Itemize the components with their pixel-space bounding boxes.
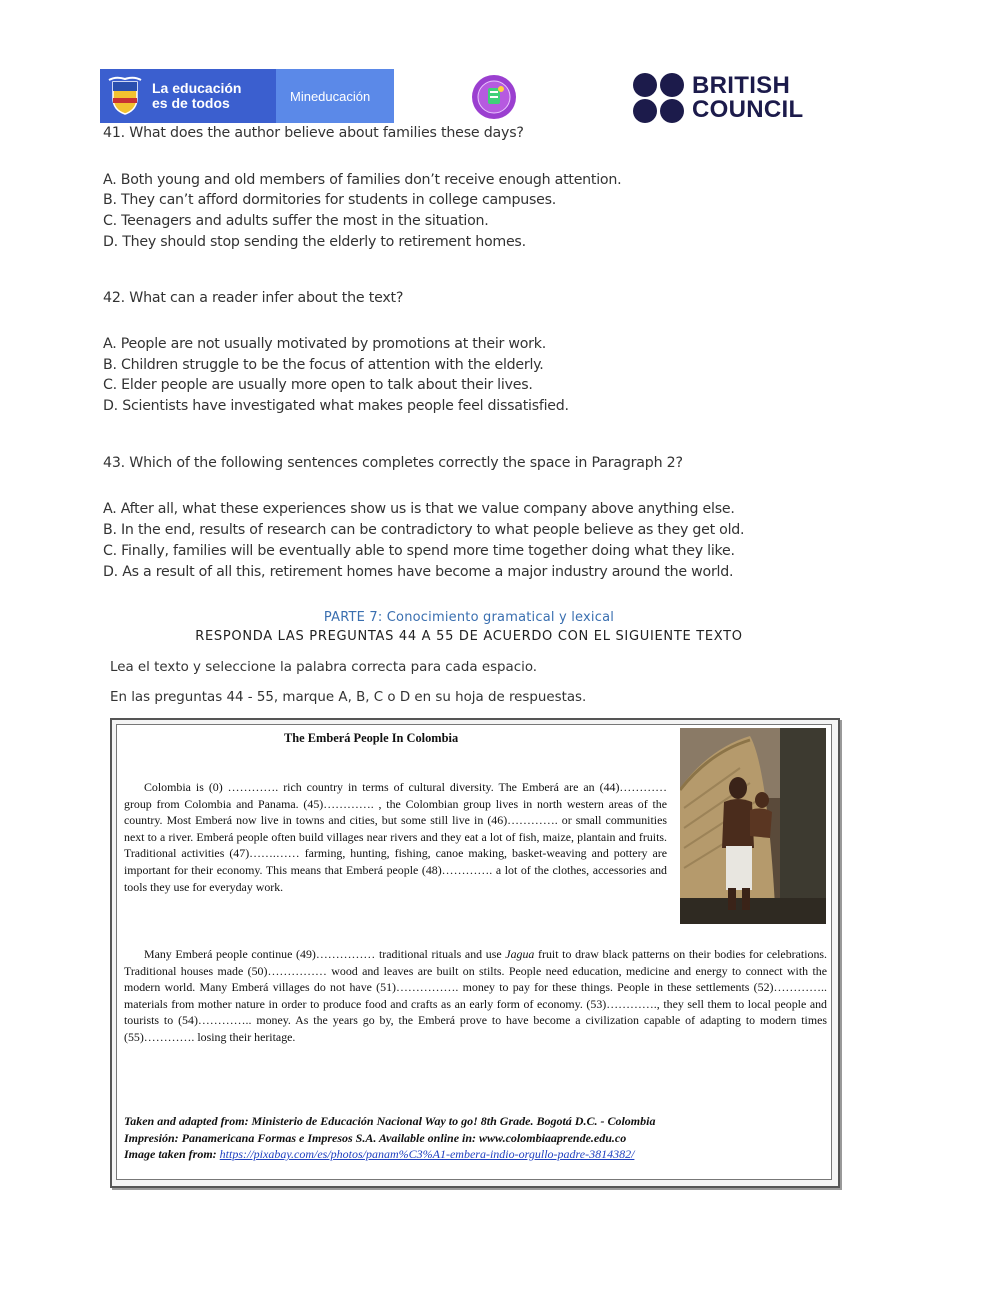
- question-42-option-d: D. Scientists have investigated what makes people feel dissatisfied.: [103, 398, 569, 414]
- section-title: PARTE 7: Conocimiento gramatical y lexical: [323, 610, 615, 625]
- mineducacion-slogan: [152, 81, 241, 111]
- question-43-option-d: D. As a result of all this, retirement homes have become a major industry around the world.: [103, 564, 734, 580]
- mineducacion-label: Mineducación: [276, 69, 394, 123]
- jagua-word: Jagua: [505, 947, 535, 961]
- reading-paragraph-1: [124, 779, 667, 895]
- image-source-label: Image taken from:: [124, 1147, 220, 1161]
- mineducacion-slogan-panel: [100, 69, 276, 123]
- slogan-line-2: es de todos: [152, 95, 230, 111]
- question-43-option-b: B. In the end, results of research can be contradictory to what people believe as they get old.: [103, 522, 745, 538]
- source-citation: [124, 1113, 655, 1163]
- bc-line-2: COUNCIL: [692, 96, 804, 123]
- question-42-option-c: C. Elder people are usually more open to talk about their lives.: [103, 377, 533, 393]
- bc-line-1: BRITISH: [692, 72, 791, 99]
- colombia-crest-icon: [108, 76, 142, 116]
- source-line-3: [124, 1146, 655, 1163]
- source-line-1: Taken and adapted from: Ministerio de Educación Nacional Way to go! 8th Grade. Bogotá D.C. - Colombia: [124, 1114, 656, 1128]
- school-badge-icon: [471, 74, 517, 120]
- question-41-option-b: B. They can’t afford dormitories for students in college campuses.: [103, 192, 557, 208]
- image-source-link[interactable]: https://pixabay.com/es/photos/panam%C3%A1-embera-indio-orgullo-padre-3814382/: [219, 1147, 635, 1161]
- british-council-logo: [632, 72, 812, 124]
- embera-family-photo: [680, 728, 826, 924]
- british-council-dots-icon: [632, 72, 686, 124]
- question-43-option-a: A. After all, what these experiences show us is that we value company above anything else.: [103, 501, 735, 517]
- reading-title: The Emberá People In Colombia: [284, 731, 459, 745]
- paragraph-2-text-end: fruit to draw black patterns on their bodies for celebrations. Traditional houses made (50)…………… wood and leaves are built on stilts. People need education, medicine and energy to connect with the modern world. Many Emberá villages do not have (51)……………. money to pay for these things. People in these settlements (52)………….. materials from mother nature in order to produce food and crafts as an early form of economy. (53)…………., they sell them to local people and tourists to (54)………….. money. As the years go by, the Emberá prove to have become a civilization capable of adapting to modern times (55)…………. losing their heritage.: [124, 947, 827, 1044]
- instruction-2: En las preguntas 44 - 55, marque A, B, C o D en su hoja de respuestas.: [110, 690, 587, 705]
- question-42-option-a: A. People are not usually motivated by promotions at their work.: [103, 336, 546, 352]
- paragraph-1-text: Colombia is (0) …………. rich country in terms of cultural diversity. The Emberá are an (44)………… group from Colombia and Panama. (45)…………. , the Colombian group lives in north western areas of the country. Most Emberá now live in towns and cities, but some still live in (46)…………. or small communities next to a river. Emberá people often build villages near rivers and they eat a lot of fish, maize, plantain and fruits. Traditional activities (47)…….…… farming, hunting, fishing, canoe making, basket-weaving and pottery are important for their economy. This means that Emberá people (48)…………. a lot of the clothes, accessories and tools they use for everyday work.: [124, 780, 667, 894]
- question-42-option-b: B. Children struggle to be the focus of attention with the elderly.: [103, 357, 544, 373]
- question-41-option-c: C. Teenagers and adults suffer the most in the situation.: [103, 213, 489, 229]
- source-line-2: Impresión: Panamericana Formas e Impresos S.A. Available online in: www.colombiaaprende.edu.co: [124, 1130, 627, 1145]
- question-42: 42. What can a reader infer about the text?: [103, 290, 404, 306]
- reading-paragraph-2: [124, 946, 827, 1046]
- question-41: 41. What does the author believe about families these days?: [103, 125, 524, 141]
- section-instruction-heading: RESPONDA LAS PREGUNTAS 44 A 55 DE ACUERDO CON EL SIGUIENTE TEXTO: [195, 629, 743, 644]
- mineducacion-logo: [100, 69, 394, 123]
- question-41-option-d: D. They should stop sending the elderly to retirement homes.: [103, 234, 526, 250]
- slogan-line-1: La educación: [152, 80, 242, 96]
- british-council-wordmark: [692, 74, 803, 122]
- question-41-option-a: A. Both young and old members of families don’t receive enough attention.: [103, 172, 622, 188]
- paragraph-2-text-start: Many Emberá people continue (49)…………… traditional rituals and use: [144, 947, 506, 961]
- question-43: 43. Which of the following sentences completes correctly the space in Paragraph 2?: [103, 455, 683, 471]
- question-43-option-c: C. Finally, families will be eventually able to spend more time together doing what they like.: [103, 543, 735, 559]
- instruction-1: Lea el texto y seleccione la palabra correcta para cada espacio.: [110, 660, 538, 675]
